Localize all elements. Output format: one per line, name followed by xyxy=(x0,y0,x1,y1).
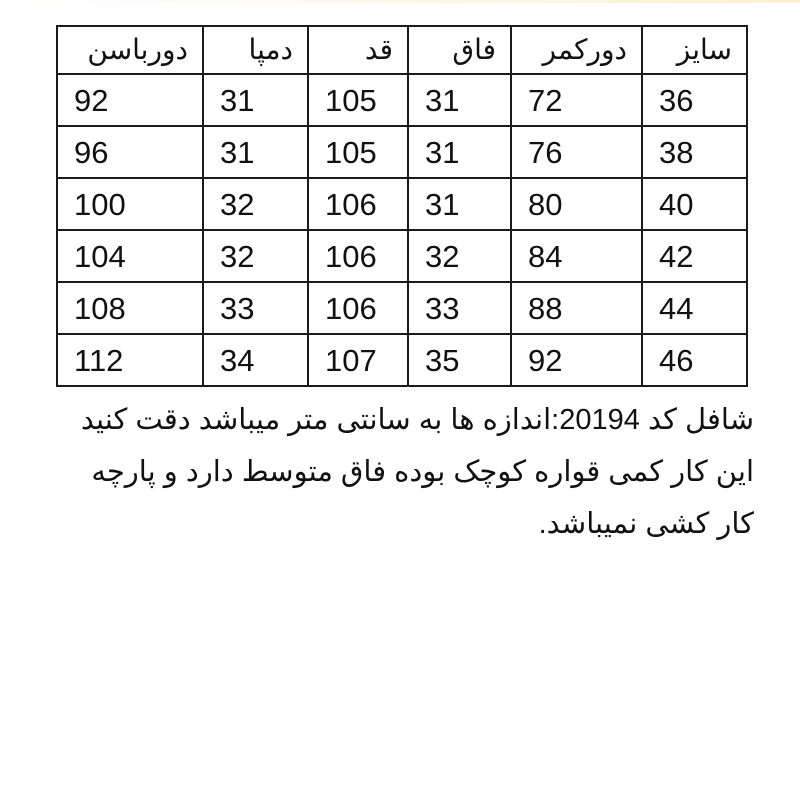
cell-hip: 112 xyxy=(57,334,203,386)
product-note: شافل کد 20194:اندازه ها به سانتی متر میباشد دقت کنید این کار کمی قواره کوچک بوده فاق متوسط دارد و پارچه کار کشی نمیباشد. xyxy=(80,404,754,540)
table-row xyxy=(57,74,747,126)
cell-size: 36 xyxy=(642,74,747,126)
cell-size: 46 xyxy=(642,334,747,386)
cell-size: 44 xyxy=(642,282,747,334)
cell-rise: 33 xyxy=(408,282,511,334)
header-size: سایز xyxy=(642,26,747,74)
cell-waist: 84 xyxy=(511,230,642,282)
cell-hip: 96 xyxy=(57,126,203,178)
cell-rise: 32 xyxy=(408,230,511,282)
table-row xyxy=(57,126,747,178)
cell-length: 105 xyxy=(308,126,408,178)
cell-hip: 92 xyxy=(57,74,203,126)
size-chart-table xyxy=(56,25,748,387)
cell-rise: 35 xyxy=(408,334,511,386)
header-waist: دورکمر xyxy=(511,26,642,74)
cell-hem: 33 xyxy=(203,282,308,334)
cell-rise: 31 xyxy=(408,178,511,230)
cell-hem: 32 xyxy=(203,230,308,282)
cell-hem: 32 xyxy=(203,178,308,230)
cell-hem: 31 xyxy=(203,126,308,178)
header-length: قد xyxy=(308,26,408,74)
cell-hip: 104 xyxy=(57,230,203,282)
cell-size: 38 xyxy=(642,126,747,178)
cell-rise: 31 xyxy=(408,126,511,178)
cell-rise: 31 xyxy=(408,74,511,126)
header-hip: دورباسن xyxy=(57,26,203,74)
cell-hip: 100 xyxy=(57,178,203,230)
cell-waist: 88 xyxy=(511,282,642,334)
table-row xyxy=(57,230,747,282)
table-row xyxy=(57,282,747,334)
cell-waist: 72 xyxy=(511,74,642,126)
header-rise: فاق xyxy=(408,26,511,74)
cell-hip: 108 xyxy=(57,282,203,334)
cell-hem: 31 xyxy=(203,74,308,126)
cell-length: 105 xyxy=(308,74,408,126)
cell-waist: 80 xyxy=(511,178,642,230)
table-row xyxy=(57,178,747,230)
cell-length: 107 xyxy=(308,334,408,386)
cell-length: 106 xyxy=(308,178,408,230)
cell-waist: 76 xyxy=(511,126,642,178)
cell-hem: 34 xyxy=(203,334,308,386)
cell-waist: 92 xyxy=(511,334,642,386)
cell-length: 106 xyxy=(308,282,408,334)
cell-length: 106 xyxy=(308,230,408,282)
cell-size: 42 xyxy=(642,230,747,282)
top-edge-strip xyxy=(0,0,800,3)
cell-size: 40 xyxy=(642,178,747,230)
table-row xyxy=(57,334,747,386)
table-header-row xyxy=(57,26,747,74)
header-hem: دمپا xyxy=(203,26,308,74)
